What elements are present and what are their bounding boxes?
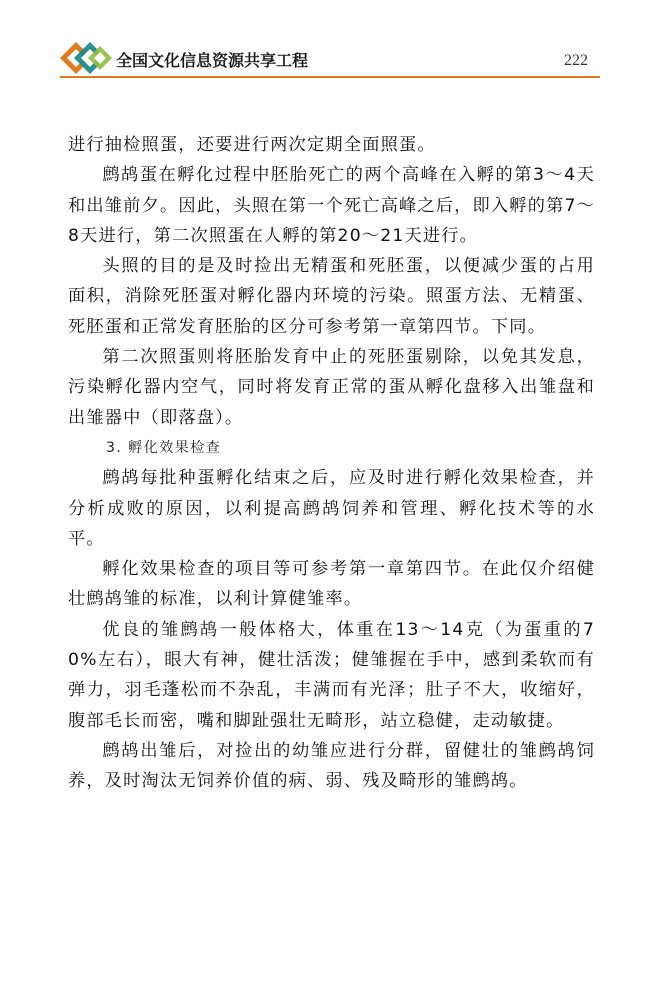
page-number: 222 bbox=[564, 52, 588, 69]
section-heading: 3. 孵化效果检查 bbox=[106, 439, 222, 456]
body-paragraph: 优良的雏鹧鸪一般体格大，体重在13～14克（为蛋重的70%左右），眼大有神，健壮活泼；健雏握在手中，感到柔软而有弹力，羽毛蓬松而不杂乱，丰满而有光泽；肚子不大，收缩好，腹部毛长而密，嘴和脚趾强壮无畸形，站立稳健，走动敏捷。 bbox=[68, 619, 595, 731]
interlocking-diamonds-logo-icon bbox=[60, 40, 116, 76]
header-divider bbox=[60, 76, 600, 78]
body-paragraph: 进行抽检照蛋，还要进行两次定期全面照蛋。 bbox=[68, 135, 436, 155]
page-body bbox=[68, 130, 595, 797]
body-paragraph: 鹧鸪蛋在孵化过程中胚胎死亡的两个高峰在入孵的第3～4天和出雏前夕。因此，头照在第一个死亡高峰之后，即入孵的第7～8天进行，第二次照蛋在人孵的第20～21天进行。 bbox=[68, 165, 595, 246]
body-paragraph: 鹧鸪出雏后，对捡出的幼雏应进行分群，留健壮的雏鹧鸪饲养，及时淘汰无饲养价值的病、弱、残及畸形的雏鹧鸪。 bbox=[68, 740, 595, 792]
body-paragraph: 第二次照蛋则将胚胎发育中止的死胚蛋剔除，以免其发息，污染孵化器内空气，同时将发育正常的蛋从孵化盘移入出雏盘和出雏器中（即落盘）。 bbox=[68, 347, 595, 428]
body-paragraph: 头照的目的是及时捡出无精蛋和死胚蛋，以便减少蛋的占用面积，消除死胚蛋对孵化器内环境的污染。照蛋方法、无精蛋、死胚蛋和正常发育胚胎的区分可参考第一章第四节。下同。 bbox=[68, 256, 595, 337]
header-title: 全国文化信息资源共享工程 bbox=[116, 51, 309, 70]
body-paragraph: 孵化效果检查的项目等可参考第一章第四节。在此仅介绍健壮鹧鸪雏的标准，以利计算健雏率。 bbox=[68, 559, 595, 610]
page-header bbox=[60, 38, 600, 80]
body-paragraph: 鹧鸪每批种蛋孵化结束之后，应及时进行孵化效果检查，并分析成败的原因，以利提高鹧鸪饲养和管理、孵化技术等的水平。 bbox=[68, 468, 595, 549]
